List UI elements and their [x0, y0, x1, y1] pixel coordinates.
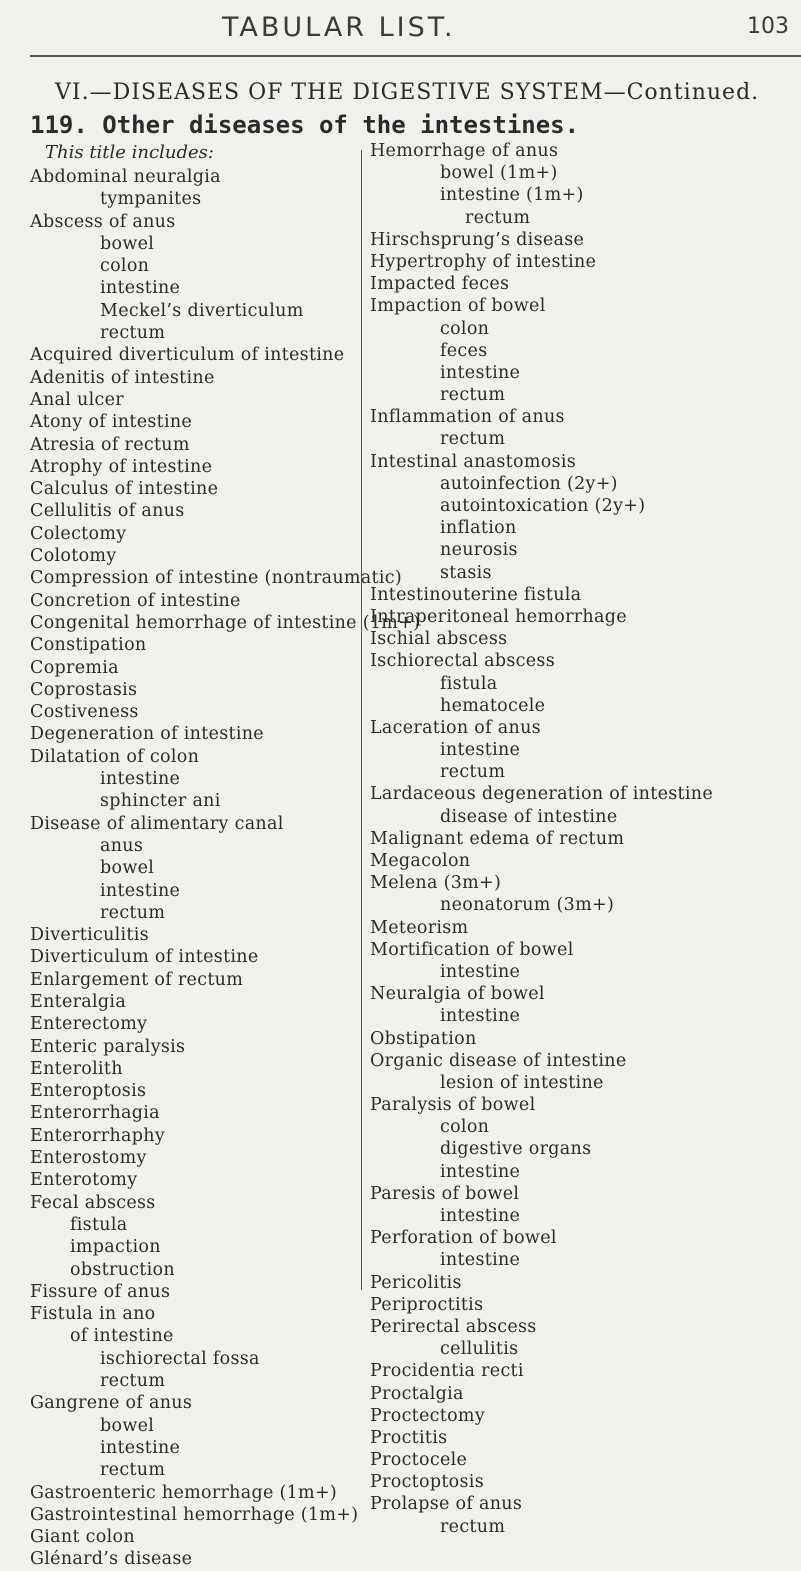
list-item: Enterorrhagia — [30, 1103, 160, 1124]
list-item: Intraperitoneal hemorrhage — [370, 606, 627, 627]
list-item: Organic disease of intestine — [370, 1050, 627, 1071]
right-column — [370, 140, 795, 1538]
list-item: intestine — [440, 1250, 521, 1271]
running-head — [0, 4, 801, 50]
list-item: Malignant edema of rectum — [370, 828, 625, 849]
list-item: Impaction of bowel — [370, 296, 546, 317]
list-item: Melena (3m+) — [370, 873, 502, 894]
list-item: obstruction — [70, 1259, 175, 1280]
list-item: Meteorism — [370, 917, 469, 938]
list-item: digestive organs — [440, 1139, 592, 1160]
page-number: 103 — [747, 14, 789, 39]
list-item: Glénard’s disease — [30, 1549, 193, 1570]
list-item: Obstipation — [370, 1028, 477, 1049]
list-item: rectum — [440, 762, 506, 783]
column-divider — [361, 150, 362, 1290]
list-item: tympanites — [100, 189, 202, 210]
list-item: Enterorrhaphy — [30, 1125, 166, 1146]
list-item: anus — [100, 835, 144, 856]
list-item: Gastroenteric hemorrhage (1m+) — [30, 1482, 338, 1503]
list-item: Procidentia recti — [370, 1361, 524, 1382]
list-item: Intestinouterine fistula — [370, 584, 582, 605]
subsection-title: 119. Other diseases of the intestines. — [30, 111, 580, 139]
list-item: stasis — [440, 562, 492, 583]
list-item: Enteralgia — [30, 991, 127, 1012]
list-item: Ischial abscess — [370, 629, 508, 650]
list-item: Atresia of rectum — [30, 434, 190, 455]
list-item: Fistula in ano — [30, 1304, 156, 1325]
list-item: rectum — [440, 385, 506, 406]
list-item: autoinfection (2y+) — [440, 473, 618, 494]
list-item: intestine — [440, 740, 521, 761]
list-item: intestine — [100, 769, 181, 790]
list-item: cellulitis — [440, 1339, 519, 1360]
list-item: Disease of alimentary canal — [30, 813, 284, 834]
list-item: intestine — [440, 362, 521, 383]
list-item: Calculus of intestine — [30, 479, 219, 500]
list-item: Dilatation of colon — [30, 746, 200, 767]
list-item: Proctoptosis — [370, 1472, 484, 1493]
header-rule — [30, 55, 801, 57]
list-item: intestine — [100, 880, 181, 901]
list-item: Impacted feces — [370, 274, 510, 295]
list-item: Inflammation of anus — [370, 407, 565, 428]
list-item: Cellulitis of anus — [30, 501, 185, 522]
list-item: neonatorum (3m+) — [440, 895, 615, 916]
list-item: Paralysis of bowel — [370, 1095, 536, 1116]
intro-text: This title includes: — [45, 142, 214, 163]
list-item: bowel — [100, 233, 155, 254]
list-item: Enlargement of rectum — [30, 969, 244, 990]
list-item: rectum — [100, 323, 166, 344]
list-item: Laceration of anus — [370, 717, 541, 738]
list-item: intestine — [440, 1161, 521, 1182]
list-item: hematocele — [440, 695, 546, 716]
list-item: Mortification of bowel — [370, 939, 574, 960]
list-item: Proctocele — [370, 1450, 468, 1471]
list-item: Fissure of anus — [30, 1281, 171, 1302]
list-item: Intestinal anastomosis — [370, 451, 577, 472]
list-item: Diverticulitis — [30, 925, 149, 946]
list-item: impaction — [70, 1237, 161, 1258]
list-item: Neuralgia of bowel — [370, 984, 545, 1005]
list-item: rectum — [100, 1460, 166, 1481]
list-item: Proctitis — [370, 1427, 448, 1448]
running-title: TABULAR LIST. — [222, 12, 456, 43]
list-item: feces — [440, 340, 488, 361]
list-item: Enterostomy — [30, 1148, 147, 1169]
list-item: Diverticulum of intestine — [30, 947, 259, 968]
list-item: Enterolith — [30, 1058, 123, 1079]
list-item: intestine — [100, 1437, 181, 1458]
list-item: Ischiorectal abscess — [370, 651, 555, 672]
list-item: Degeneration of intestine — [30, 724, 264, 745]
list-item: of intestine — [70, 1326, 174, 1347]
list-item: Abdominal neuralgia — [30, 167, 221, 187]
list-item: Proctectomy — [370, 1405, 486, 1426]
list-item: intestine (1m+) — [440, 185, 584, 206]
list-item: bowel — [100, 1415, 155, 1436]
list-item: Costiveness — [30, 702, 139, 723]
list-item: Constipation — [30, 635, 147, 656]
list-item: rectum — [100, 1371, 166, 1392]
list-item: intestine — [100, 278, 181, 299]
list-item: Gangrene of anus — [30, 1393, 193, 1414]
list-item: Acquired diverticulum of intestine — [30, 345, 345, 366]
list-item: Paresis of bowel — [370, 1183, 520, 1204]
list-item: autointoxication (2y+) — [440, 496, 646, 516]
list-item: intestine — [440, 1006, 521, 1027]
list-item: Colotomy — [30, 546, 117, 567]
list-item: Megacolon — [370, 851, 471, 871]
list-item: Hypertrophy of intestine — [370, 251, 597, 272]
list-item: Hirschsprung’s disease — [370, 229, 585, 250]
list-item: rectum — [440, 1516, 506, 1537]
list-item: Proctalgia — [370, 1383, 464, 1404]
list-item: Atony of intestine — [30, 412, 193, 433]
list-item: Prolapse of anus — [370, 1494, 523, 1515]
list-item: fistula — [440, 673, 498, 694]
list-item: disease of intestine — [440, 806, 618, 827]
list-item: Congenital hemorrhage of intestine (1m+) — [30, 612, 421, 633]
list-item: Pericolitis — [370, 1272, 462, 1293]
list-item: Concretion of intestine — [30, 590, 241, 611]
list-item: Enteroptosis — [30, 1081, 147, 1102]
list-item: Periproctitis — [370, 1294, 484, 1315]
list-item: lesion of intestine — [440, 1072, 604, 1093]
list-item: Enterectomy — [30, 1014, 148, 1035]
list-item: bowel (1m+) — [440, 163, 558, 184]
list-item: colon — [440, 318, 490, 339]
list-item: Coprostasis — [30, 679, 138, 700]
list-item: ischiorectal fossa — [100, 1348, 260, 1369]
list-item: neurosis — [440, 540, 518, 561]
list-item: Perforation of bowel — [370, 1228, 557, 1249]
list-item: Copremia — [30, 657, 119, 678]
list-item: rectum — [100, 902, 166, 923]
list-item: rectum — [440, 429, 506, 450]
list-item: rectum — [465, 207, 531, 228]
list-item: Perirectal abscess — [370, 1316, 537, 1337]
list-item: Adenitis of intestine — [30, 367, 215, 388]
list-item: Colectomy — [30, 523, 127, 544]
list-item: bowel — [100, 858, 155, 879]
list-item: Compression of intestine (nontraumatic) — [30, 568, 402, 589]
list-item: sphincter ani — [100, 791, 221, 812]
list-item: intestine — [440, 961, 521, 982]
list-item: colon — [440, 1117, 490, 1138]
list-item: inflation — [440, 518, 517, 539]
list-item: Gastrointestinal hemorrhage (1m+) — [30, 1504, 359, 1525]
list-item: Enteric paralysis — [30, 1036, 186, 1057]
list-item: fistula — [70, 1214, 128, 1235]
list-item: Fecal abscess — [30, 1192, 156, 1213]
list-item: Lardaceous degeneration of intestine — [370, 784, 713, 805]
list-item: intestine — [440, 1206, 521, 1226]
list-item: Enterotomy — [30, 1170, 138, 1191]
list-item: Abscess of anus — [30, 211, 176, 232]
list-item: Hemorrhage of anus — [370, 141, 559, 161]
list-item: Atrophy of intestine — [30, 456, 213, 477]
list-item: Anal ulcer — [30, 389, 124, 410]
list-item: Meckel’s diverticulum — [100, 300, 304, 321]
section-title: VI.—DISEASES OF THE DIGESTIVE SYSTEM—Continued. — [55, 80, 760, 105]
list-item: colon — [100, 256, 150, 277]
list-item: Giant colon — [30, 1527, 135, 1548]
